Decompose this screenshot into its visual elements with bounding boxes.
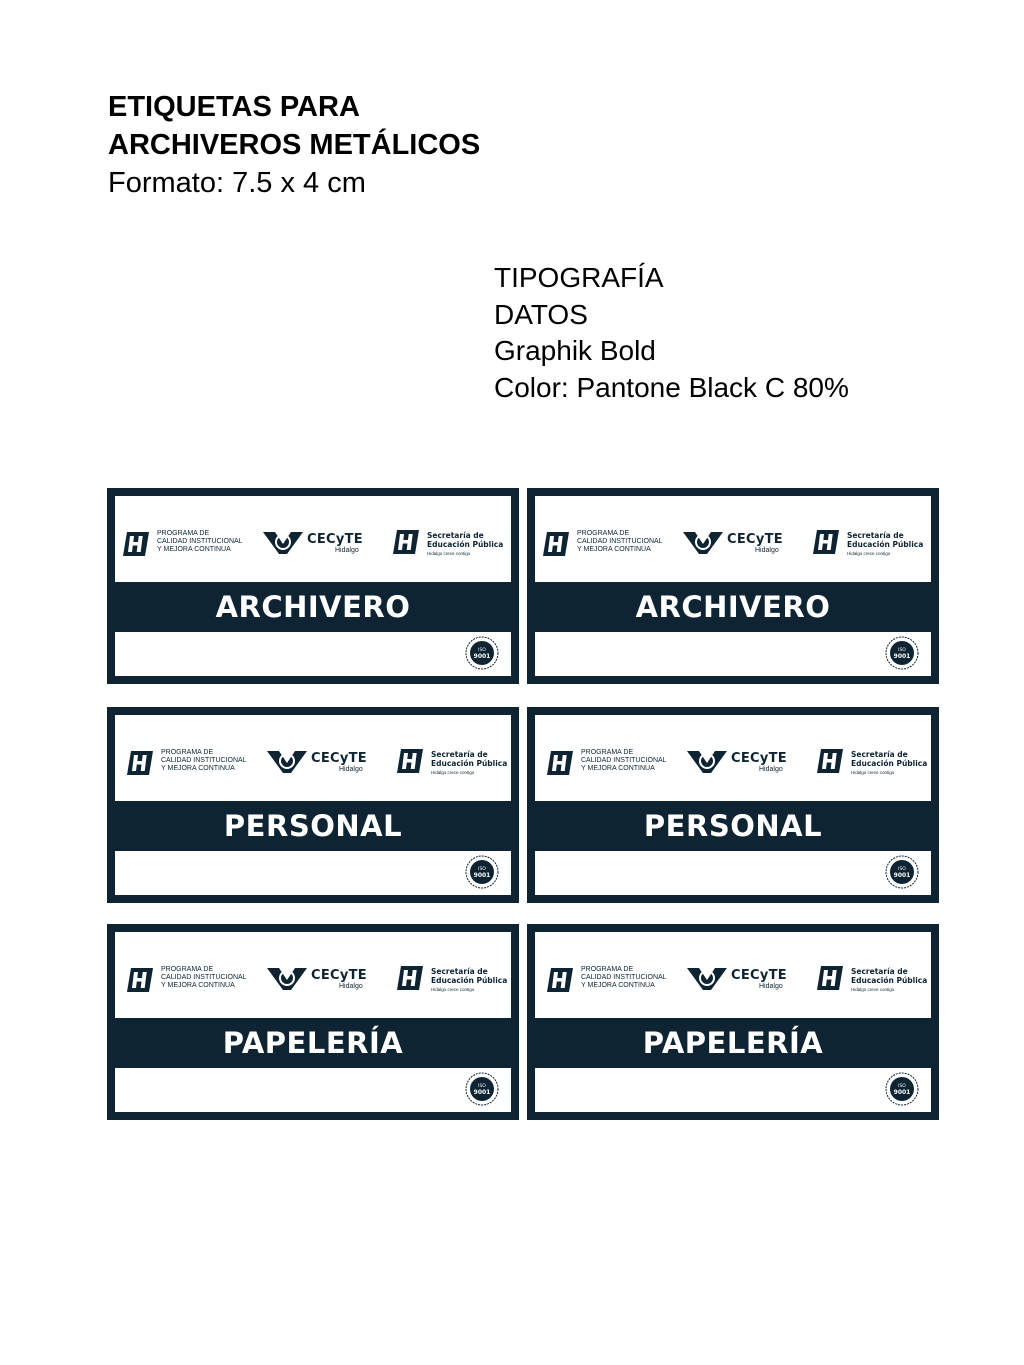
h-logo-icon: [127, 968, 153, 992]
label-band: [115, 582, 511, 632]
label-card: [107, 924, 519, 1120]
title-line-2: ARCHIVEROS METÁLICOS: [108, 129, 481, 161]
svg-text:ISO: ISO: [898, 648, 906, 653]
label-text: ARCHIVERO: [635, 590, 831, 624]
typography-heading: TIPOGRAFÍA: [494, 262, 664, 293]
label-card: [107, 707, 519, 903]
label-band: [535, 1018, 931, 1068]
svg-text:9001: 9001: [473, 653, 491, 660]
cecyte-logo: CECyTE Hidalgo: [265, 745, 377, 777]
sep-h-icon: [391, 530, 421, 554]
iso-seal-icon: [465, 855, 499, 889]
card-footer: [115, 632, 511, 676]
program-text: PROGRAMA DE CALIDAD INSTITUCIONAL Y MEJORA CONTINUA: [581, 966, 667, 989]
iso-seal-icon: [885, 855, 919, 889]
label-band: [535, 801, 931, 851]
sep-logo: Secretaría de Educación Pública Hidalgo crece contigo: [395, 749, 507, 777]
label-card: [527, 707, 939, 903]
svg-text:ISO: ISO: [898, 867, 906, 872]
svg-text:9001: 9001: [893, 872, 911, 879]
sep-name: Secretaría de Educación Pública: [431, 967, 508, 985]
h-logo-icon: [543, 532, 569, 556]
card-logos: [535, 715, 931, 801]
program-text: PROGRAMA DE CALIDAD INSTITUCIONAL Y MEJORA CONTINUA: [157, 530, 243, 553]
labels-grid: [107, 488, 939, 1124]
label-card: [107, 488, 519, 684]
label-band: [535, 582, 931, 632]
sep-logo: Secretaría de Educación Pública Hidalgo crece contigo: [815, 749, 927, 777]
sep-h-icon: [395, 966, 425, 990]
sep-logo: Secretaría de Educación Pública Hidalgo crece contigo: [815, 966, 927, 994]
sep-logo: Secretaría de Educación Pública Hidalgo crece contigo: [395, 966, 507, 994]
card-footer: [535, 1068, 931, 1112]
cecyte-logo: CECyTE Hidalgo: [685, 962, 797, 994]
card-logos: [115, 496, 511, 582]
label-card: [527, 488, 939, 684]
typography-color: Color: Pantone Black C 80%: [494, 371, 849, 403]
title-line-1: ETIQUETAS PARA: [108, 91, 360, 123]
card-footer: [115, 1068, 511, 1112]
svg-text:ISO: ISO: [478, 648, 486, 653]
program-text: PROGRAMA DE CALIDAD INSTITUCIONAL Y MEJORA CONTINUA: [161, 966, 247, 989]
typography-spec: [494, 260, 934, 406]
iso-seal-icon: [465, 636, 499, 670]
cecyte-emblem-icon: [265, 962, 309, 994]
sep-logo: Secretaría de Educación Pública Hidalgo crece contigo: [391, 530, 503, 558]
card-logos: [535, 932, 931, 1018]
label-band: [115, 801, 511, 851]
iso-seal-icon: [885, 1072, 919, 1106]
sep-name: Secretaría de Educación Pública: [851, 967, 928, 985]
label-card: [527, 924, 939, 1120]
svg-text:9001: 9001: [473, 872, 491, 879]
sep-h-icon: [815, 966, 845, 990]
label-text: ARCHIVERO: [215, 590, 411, 624]
typography-data: DATOS: [494, 298, 588, 330]
cecyte-emblem-icon: [685, 962, 729, 994]
label-text: PERSONAL: [223, 809, 403, 843]
format-line: Formato: 7.5 x 4 cm: [108, 167, 366, 199]
program-text: PROGRAMA DE CALIDAD INSTITUCIONAL Y MEJORA CONTINUA: [577, 530, 663, 553]
card-logos: [535, 496, 931, 582]
card-logos: [115, 715, 511, 801]
sep-h-icon: [811, 530, 841, 554]
label-band: [115, 1018, 511, 1068]
label-text: PAPELERÍA: [222, 1026, 404, 1060]
h-logo-icon: [547, 751, 573, 775]
svg-text:9001: 9001: [473, 1089, 491, 1096]
sep-name: Secretaría de Educación Pública: [427, 531, 504, 549]
program-text: PROGRAMA DE CALIDAD INSTITUCIONAL Y MEJORA CONTINUA: [161, 749, 247, 772]
sep-name: Secretaría de Educación Pública: [431, 750, 508, 768]
svg-text:9001: 9001: [893, 653, 911, 660]
h-logo-icon: [123, 532, 149, 556]
sep-name: Secretaría de Educación Pública: [847, 531, 924, 549]
cecyte-logo: CECyTE Hidalgo: [685, 745, 797, 777]
card-footer: [535, 632, 931, 676]
cecyte-logo: CECyTE Hidalgo: [261, 526, 373, 558]
h-logo-icon: [547, 968, 573, 992]
label-text: PERSONAL: [643, 809, 823, 843]
cecyte-emblem-icon: [265, 745, 309, 777]
card-footer: [115, 851, 511, 895]
sep-h-icon: [395, 749, 425, 773]
sep-name: Secretaría de Educación Pública: [851, 750, 928, 768]
typography-font: Graphik Bold: [494, 335, 656, 366]
program-text: PROGRAMA DE CALIDAD INSTITUCIONAL Y MEJORA CONTINUA: [581, 749, 667, 772]
svg-text:9001: 9001: [893, 1089, 911, 1096]
svg-text:ISO: ISO: [478, 1084, 486, 1089]
cecyte-emblem-icon: [261, 526, 305, 558]
svg-text:ISO: ISO: [478, 867, 486, 872]
cecyte-emblem-icon: [681, 526, 725, 558]
iso-seal-icon: [885, 636, 919, 670]
h-logo-icon: [127, 751, 153, 775]
cecyte-logo: CECyTE Hidalgo: [265, 962, 377, 994]
document-header: [108, 88, 708, 202]
label-text: PAPELERÍA: [642, 1026, 824, 1060]
iso-seal-icon: [465, 1072, 499, 1106]
cecyte-emblem-icon: [685, 745, 729, 777]
cecyte-logo: CECyTE Hidalgo: [681, 526, 793, 558]
sep-logo: Secretaría de Educación Pública Hidalgo crece contigo: [811, 530, 923, 558]
card-logos: [115, 932, 511, 1018]
sep-h-icon: [815, 749, 845, 773]
card-footer: [535, 851, 931, 895]
svg-text:ISO: ISO: [898, 1084, 906, 1089]
